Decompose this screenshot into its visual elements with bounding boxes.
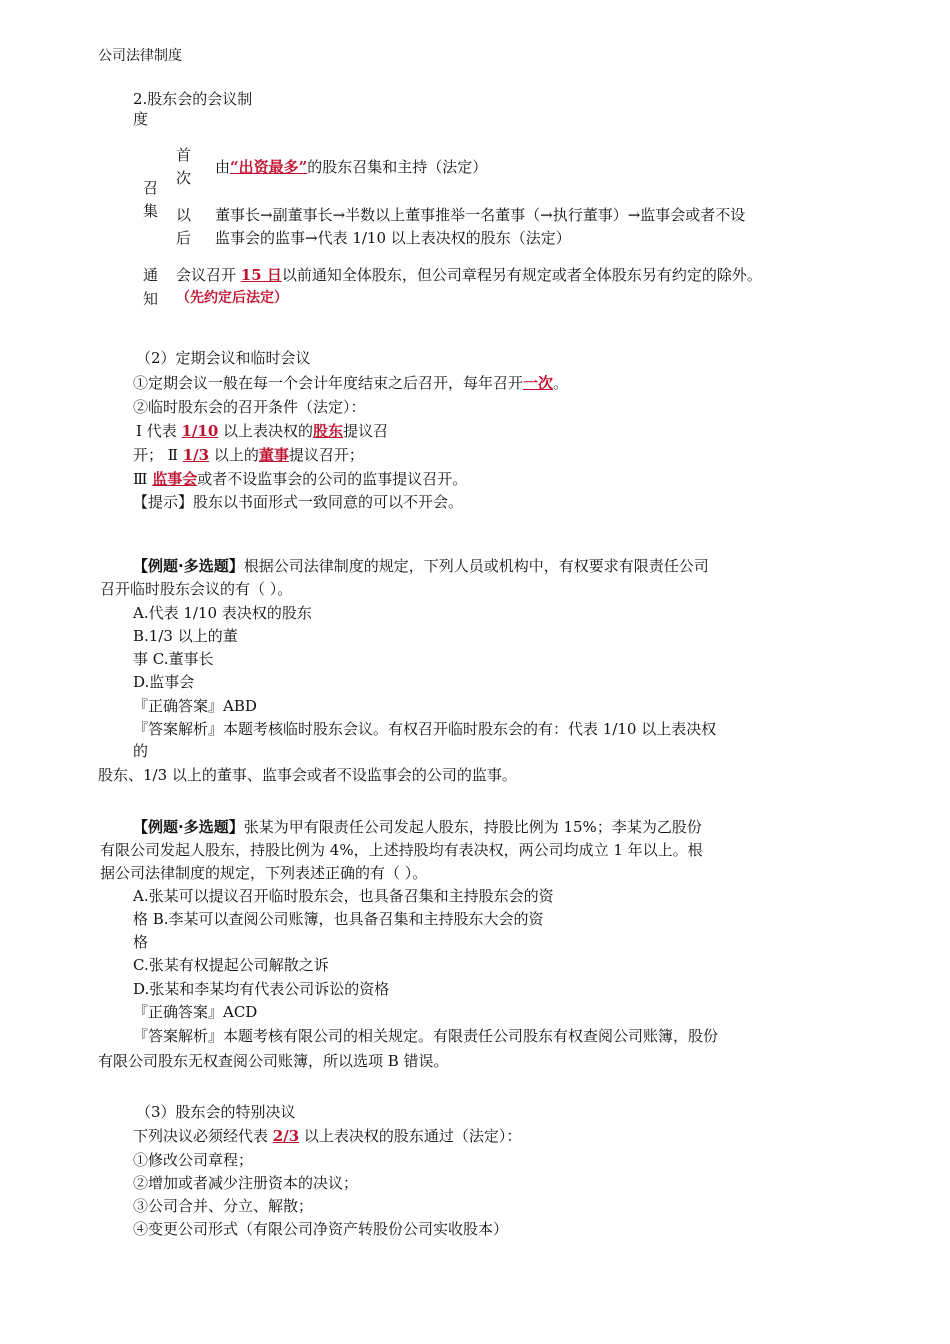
- meetings-tip: 【提示】股东以书面形式一致同意的可以不开会。: [133, 493, 464, 511]
- example1-tag: 【例题·多选题】: [133, 557, 244, 575]
- notice-label-1: 通: [143, 266, 159, 284]
- meetings-heading: （2）定期会议和临时会议: [136, 349, 311, 367]
- special-heading: （3）股东会的特别决议: [136, 1103, 296, 1121]
- section-title-cut: 度: [133, 110, 149, 128]
- example2-option-b1: 格 B.李某可以查阅公司账簿，也具备召集和主持股东大会的资: [133, 910, 544, 928]
- section-title: 2.股东会的会议制: [133, 90, 253, 108]
- example1-option-d: D.监事会: [133, 673, 195, 691]
- special-item: ①修改公司章程；: [133, 1151, 254, 1169]
- meetings-item2: ②临时股东会的召开条件（法定）：: [133, 398, 366, 416]
- first-convener-text: 由“出资最多”的股东召集和主持（法定）: [215, 158, 488, 176]
- example2-tag: 【例题·多选题】: [133, 818, 244, 836]
- highlight-once: 一次: [523, 374, 554, 392]
- example1-analysis-line2: 的: [133, 742, 149, 760]
- meetings-cond-iii: Ⅲ 监事会或者不设监事会的公司的监事提议召开。: [133, 470, 468, 488]
- meetings-cond-ii: 开； Ⅱ 1/3 以上的董事提议召开；: [133, 446, 364, 464]
- example1-analysis-line3-cut: 股东、1/3 以上的董事、监事会或者不设监事会的公司的监事。: [98, 766, 517, 784]
- highlight-two-thirds: 2/3: [272, 1127, 300, 1145]
- example1-option-a: A.代表 1/10 表决权的股东: [133, 604, 312, 622]
- example1-question-line2: 召开临时股东会议的有（ ）。: [100, 580, 293, 598]
- meetings-cond-i: Ⅰ 代表 1/10 以上表决权的股东提议召: [136, 422, 389, 440]
- notice-label-2: 知: [143, 290, 159, 308]
- example2-question-line1: 【例题·多选题】张某为甲有限责任公司发起人股东，持股比例为 15%；李某为乙股份: [133, 818, 702, 836]
- special-item: ③公司合并、分立、解散；: [133, 1197, 314, 1215]
- example1-option-b1: B.1/3 以上的董: [133, 627, 238, 645]
- zhaoji-label-2: 集: [143, 202, 159, 220]
- example1-analysis-line1: 『答案解析』本题考核临时股东会议。有权召开临时股东会的有：代表 1/10 以上表决权: [133, 720, 717, 738]
- zhaoji-label-1: 召: [143, 179, 159, 197]
- example1-question-line1: 【例题·多选题】根据公司法律制度的规定，下列人员或机构中，有权要求有限责任公司: [133, 557, 709, 575]
- notice-text: 会议召开 15 日以前通知全体股东，但公司章程另有规定或者全体股东另有约定的除外。: [176, 266, 762, 284]
- example1-answer: 『正确答案』ABD: [133, 697, 257, 715]
- later-label-2: 后: [176, 229, 192, 247]
- example2-analysis-line1: 『答案解析』本题考核有限公司的相关规定。有限责任公司股东有权查阅公司账簿，股份: [133, 1027, 719, 1045]
- special-intro: 下列决议必须经代表 2/3 以上表决权的股东通过（法定）：: [133, 1127, 522, 1145]
- first-label-2: 次: [176, 169, 192, 187]
- header-fragment: 公司法律制度: [98, 48, 182, 64]
- highlight-15-days: 15 日: [240, 266, 282, 284]
- highlight-most-capital: “出资最多”: [230, 158, 308, 176]
- example2-question-line3: 据公司法律制度的规定，下列表述正确的有（ ）。: [100, 864, 428, 882]
- special-item: ②增加或者减少注册资本的决议；: [133, 1174, 359, 1192]
- example2-option-a: A.张某可以提议召开临时股东会，也具备召集和主持股东会的资: [133, 887, 554, 905]
- later-label-1: 以: [176, 206, 192, 224]
- notice-note: （先约定后法定）: [176, 290, 288, 306]
- first-label-1: 首: [176, 146, 192, 164]
- example2-question-line2: 有限公司发起人股东，持股比例为 4%，上述持股均有表决权，两公司均成立 1 年以上。根: [100, 841, 703, 859]
- example2-analysis-line2-cut: 有限公司股东无权查阅公司账簿，所以选项 B 错误。: [98, 1052, 449, 1070]
- later-convener-line2: 监事会的监事→代表 1/10 以上表决权的股东（法定）: [215, 229, 571, 247]
- meetings-item1: ①定期会议一般在每一个会计年度结束之后召开，每年召开一次。: [133, 374, 569, 392]
- example2-option-c: C.张某有权提起公司解散之诉: [133, 956, 329, 974]
- example2-option-d: D.张某和李某均有代表公司诉讼的资格: [133, 980, 390, 998]
- later-convener-line1: 董事长→副董事长→半数以上董事推举一名董事（→执行董事）→监事会或者不设: [215, 206, 746, 224]
- example1-option-b2: 事 C.董事长: [133, 650, 214, 668]
- example2-option-b2: 格: [133, 933, 149, 951]
- special-item: ④变更公司形式（有限公司净资产转股份公司实收股本）: [133, 1220, 509, 1238]
- example2-answer: 『正确答案』ACD: [133, 1003, 258, 1021]
